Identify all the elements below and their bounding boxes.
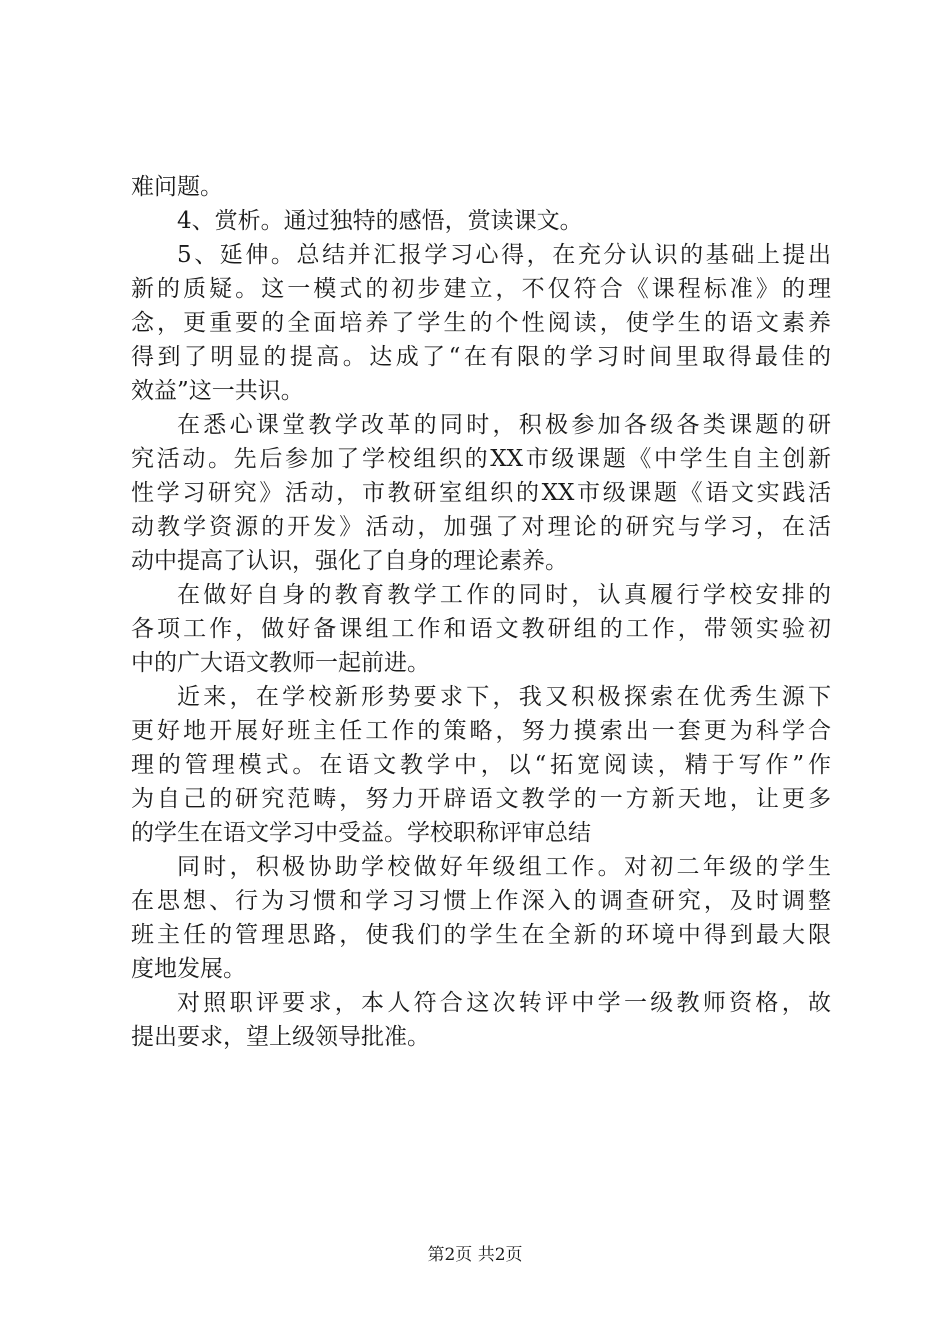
page-number-footer: 第2页 共2页 (427, 1245, 523, 1265)
text-line: 得到了明显的提高。达成了“在有限的学习时间里取得最佳的 (131, 344, 831, 370)
text-line: 性学习研究》活动，市教研室组织的XX市级课题《语文实践活 (131, 480, 831, 506)
text-line: 难问题。 (131, 174, 223, 200)
text-line: 在悉心课堂教学改革的同时，积极参加各级各类课题的研 (177, 412, 831, 438)
text-line: 度地发展。 (131, 956, 246, 982)
text-line: 新的质疑。这一模式的初步建立，不仅符合《课程标准》的理 (131, 276, 831, 302)
text-line: 念，更重要的全面培养了学生的个性阅读，使学生的语文素养 (131, 310, 831, 336)
document-body (131, 170, 831, 1054)
text-line: 提出要求，望上级领导批准。 (131, 1024, 430, 1050)
text-line: 同时，积极协助学校做好年级组工作。对初二年级的学生 (177, 854, 831, 880)
text-line: 效益”这一共识。 (131, 378, 304, 404)
text-line: 更好地开展好班主任工作的策略，努力摸索出一套更为科学合 (131, 718, 831, 744)
text-line: 究活动。先后参加了学校组织的XX市级课题《中学生自主创新 (131, 446, 831, 472)
text-line: 对照职评要求，本人符合这次转评中学一级教师资格，故 (177, 990, 831, 1016)
text-line: 各项工作，做好备课组工作和语文教研组的工作，带领实验初 (131, 616, 831, 642)
text-line: 4、赏析。通过独特的感悟，赏读课文。 (177, 208, 583, 234)
text-line: 在思想、行为习惯和学习习惯上作深入的调查研究，及时调整 (131, 888, 831, 914)
text-line: 为自己的研究范畴，努力开辟语文教学的一方新天地，让更多 (131, 786, 831, 812)
text-line: 近来，在学校新形势要求下，我又积极探索在优秀生源下 (177, 684, 831, 710)
text-line: 理的管理模式。在语文教学中，以“拓宽阅读，精于写作”作 (131, 752, 831, 778)
text-line: 动教学资源的开发》活动，加强了对理论的研究与学习，在活 (131, 514, 831, 540)
text-line: 中的广大语文教师一起前进。 (131, 650, 430, 676)
text-line: 在做好自身的教育教学工作的同时，认真履行学校安排的 (177, 582, 831, 608)
text-line: 动中提高了认识，强化了自身的理论素养。 (131, 548, 568, 574)
text-line: 5、延伸。总结并汇报学习心得，在充分认识的基础上提出 (177, 242, 831, 268)
text-line: 班主任的管理思路，使我们的学生在全新的环境中得到最大限 (131, 922, 831, 948)
text-line: 的学生在语文学习中受益。学校职称评审总结 (131, 820, 591, 846)
